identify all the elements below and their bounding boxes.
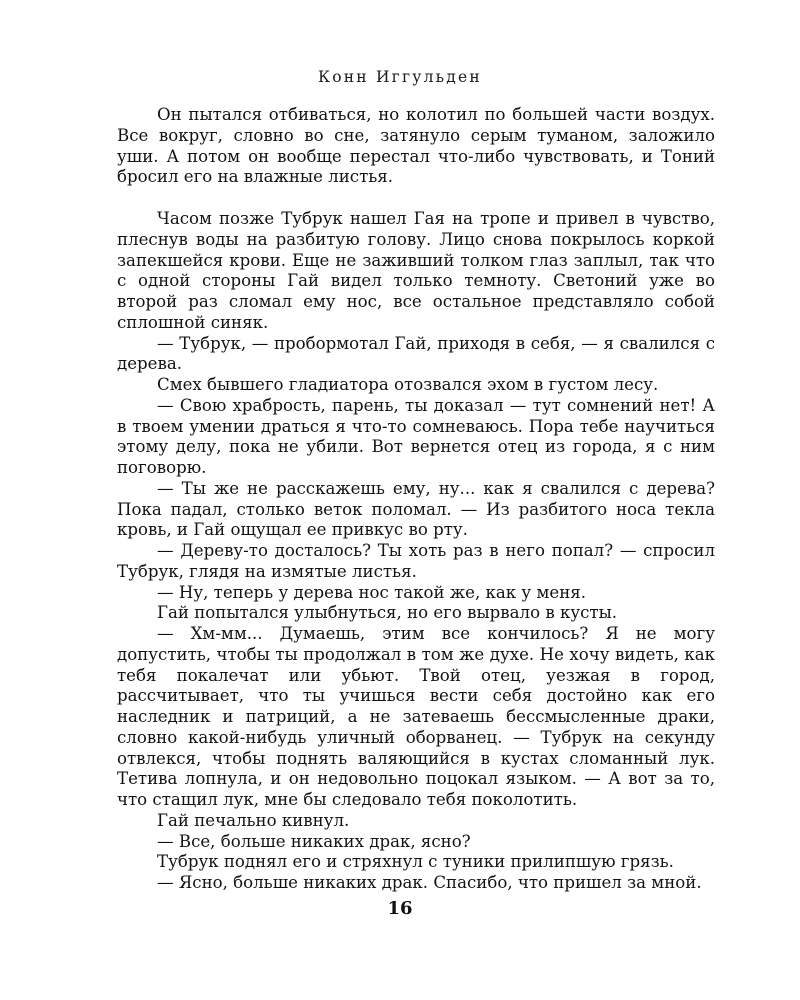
paragraph: — Ясно, больше никаких драк. Спасибо, что пришел за мной.: [157, 873, 702, 892]
paragraph: Гай печально кивнул.: [157, 810, 350, 830]
paragraph: Смех бывшего гладиатора отозвался эхом в густом лесу.: [157, 375, 659, 394]
paragraph: — Ну, теперь у дерева нос такой же, как у меня.: [157, 582, 586, 602]
paragraph: — Тубрук, — пробормотал Гай, приходя в себя, — я свалился с дерева.: [117, 333, 715, 374]
paragraph: — Дереву-то досталось? Ты хоть раз в него попал? — спросил Тубрук, глядя на измятые листья.: [117, 541, 715, 581]
paragraph: Тубрук поднял его и стряхнул с туники прилипшую грязь.: [157, 852, 674, 872]
paragraph: Он пытался отбиваться, но колотил по большей части воздух. Все вокруг, словно во сне, затянуло серым туманом, заложило уши. А потом он вообще перестал что-либо чувствовать, и Тоний бросил его на влажные листья.: [117, 105, 715, 187]
body-text: [117, 105, 715, 894]
paragraph: — Свою храбрость, парень, ты доказал — тут сомнений нет! А в твоем умении драться я что-то сомневаюсь. Пора тебе научиться этому делу, пока не убили. Вот вернется отец из города, я с ним поговорю.: [117, 395, 715, 477]
paragraph: — Ты же не расскажешь ему, ну... как я свалился с дерева? Пока падал, столько веток поломал. — Из разбитого носа текла кровь, и Гай ощущал ее привкус во рту.: [117, 478, 715, 540]
paragraph: Часом позже Тубрук нашел Гая на тропе и привел в чувство, плеснув воды на разбитую голову. Лицо снова покрылось коркой запекшейся крови. Еще не заживший толком глаз заплыл, так что с одной стороны Гай видел только темноту. Светоний уже во второй раз сломал ему нос, все остальное представляло собой сплошной синяк.: [117, 209, 715, 332]
paragraph: — Все, больше никаких драк, ясно?: [157, 831, 471, 851]
paragraph: — Хм-мм... Думаешь, этим все кончилось? Я не могу допустить, чтобы ты продолжал в том же духе. Не хочу видеть, как тебя покалечат или убьют. Твой отец, уезжая в город, рассчитывает, что ты учишься вести себя достойно как его наследник и патриций, а не затеваешь бессмысленные драки, словно какой-нибудь уличный оборванец. — Тубрук на секунду отвлекся, чтобы поднять валяющийся в кустах сломанный лук. Тетива лопнула, и он недовольно поцокал языком. — А вот за то, что стащил лук, мне бы следовало тебя поколотить.: [117, 624, 715, 809]
running-head: Конн Иггульден: [318, 68, 482, 86]
page-number: 16: [387, 898, 413, 919]
paragraph: Гай попытался улыбнуться, но его вырвало в кусты.: [157, 603, 618, 623]
